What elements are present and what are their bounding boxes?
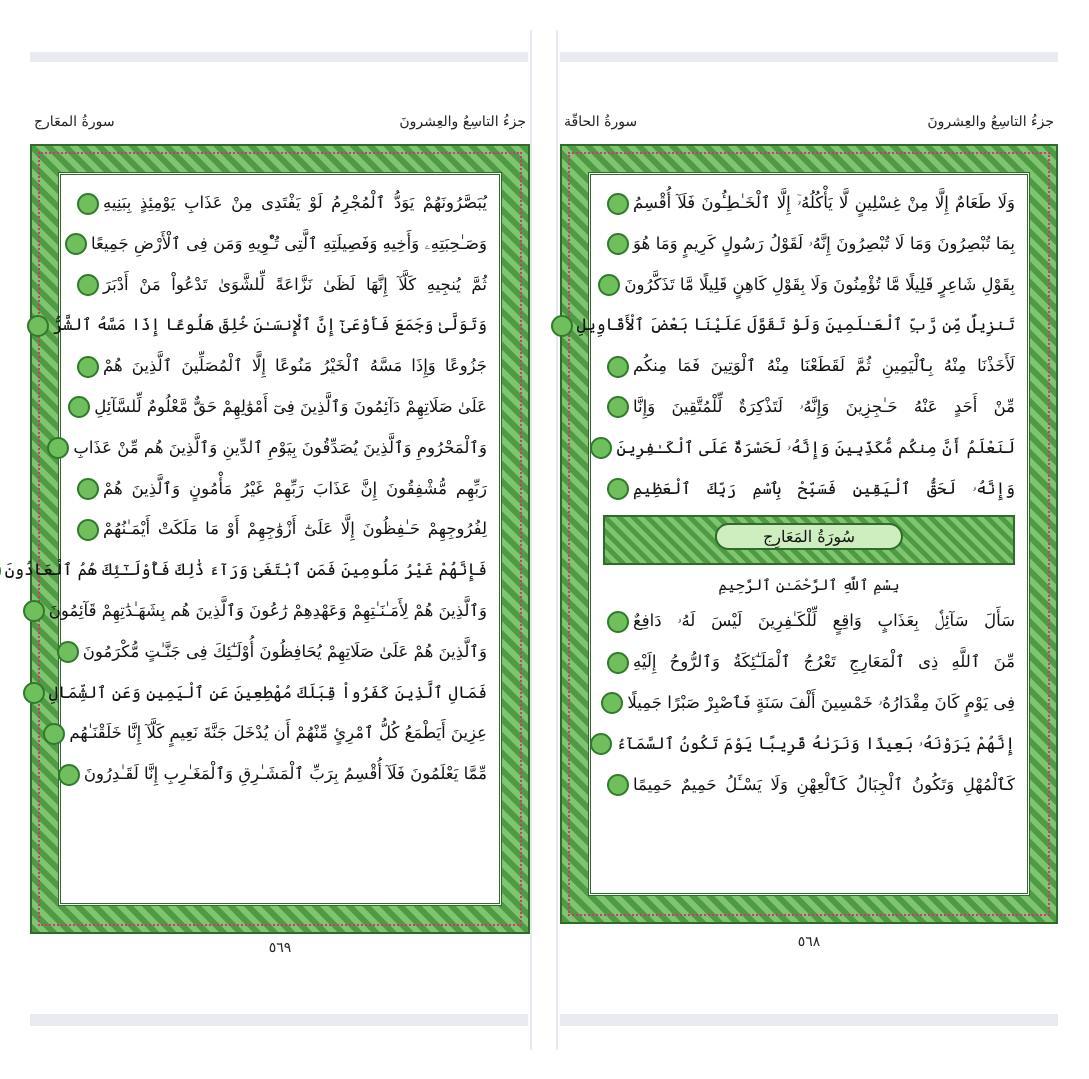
text-line: [73, 346, 487, 387]
right-page-header: [560, 112, 1058, 138]
ayah-marker-icon: [43, 723, 65, 745]
ayah-marker-icon: [47, 437, 69, 459]
text-line: [603, 183, 1015, 224]
left-text-area: [4, 172, 502, 906]
line-text: وَصَـٰحِبَتِهِۦ وَأَخِيهِ وَفَصِيلَتِهِ ٱلَّتِى تُـْٔوِيهِ وَمَن فِى ٱلْأَرْضِ جَمِيعًا: [90, 233, 487, 253]
left-ornamental-frame: [4, 144, 530, 934]
ayah-marker-icon: [77, 274, 99, 296]
ayah-marker-icon: [77, 478, 99, 500]
text-line: [48, 591, 487, 632]
text-line: [48, 673, 487, 714]
line-text: كَٱلْمُهْلِ وَتَكُونُ ٱلْجِبَالُ كَٱلْعِهْنِ وَلَا يَسْـَٔلُ حَمِيمٌ حَمِيمًا: [633, 774, 1015, 794]
left-page-top-edge: [30, 52, 528, 62]
ayah-marker-icon: [57, 641, 79, 663]
line-text: مِّمَّا يَعْلَمُونَ فَلَآ أُقْسِمُ بِرَبِّ ٱلْمَشَـٰرِقِ وَٱلْمَغَـٰرِبِ إِنَّا لَقَـٰدِرُونَ: [83, 764, 487, 784]
line-text: وَتَوَلَّىٰ وَجَمَعَ فَأَوْعَىٰٓ إِنَّ ٱلْإِنسَـٰنَ خُلِقَ هَلُوعًا إِذَا مَسَّهُ ٱلشَّرُّ: [53, 315, 487, 335]
right-page: [560, 62, 1058, 932]
line-text: بِمَا تُبْصِرُونَ وَمَا لَا تُبْصِرُونَ إِنَّهُۥ لَقَوْلُ رَسُولٍ كَرِيمٍ وَمَا هُوَ: [633, 233, 1015, 253]
text-line: [53, 305, 487, 346]
text-line: [603, 601, 1015, 642]
ayah-marker-icon: [590, 437, 612, 459]
ayah-marker-icon: [590, 733, 612, 755]
ayah-marker-icon: [68, 396, 90, 418]
ayah-marker-icon: [27, 315, 49, 337]
text-line: [73, 509, 487, 550]
ayah-marker-icon: [607, 193, 629, 215]
juz-label: جزءُ التاسِعُ والعِشرونَ: [927, 114, 1054, 130]
right-text-area: [576, 172, 1030, 896]
left-page-bottom-edge: [30, 1014, 528, 1026]
line-text: وَٱلَّذِينَ هُمْ لِأَمَـٰنَـٰتِهِمْ وَعَهْدِهِمْ رَٰعُونَ وَٱلَّذِينَ هُم بِشَهَـٰدَٰتِهِمْ قَآئِمُونَ: [48, 600, 487, 620]
text-line: [73, 632, 487, 673]
ayah-marker-icon: [551, 315, 573, 337]
line-text: إِنَّهُمْ يَرَوْنَهُۥ بَعِيدًا وَنَرَىٰهُ قَرِيبًا يَوْمَ تَكُونُ ٱلسَّمَآءُ: [616, 733, 1015, 753]
line-text: لَأَخَذْنَا مِنْهُ بِٱلْيَمِينِ ثُمَّ لَقَطَعْنَا مِنْهُ ٱلْوَتِينَ فَمَا مِنكُم: [633, 356, 1015, 376]
line-text: لِفُرُوجِهِمْ حَـٰفِظُونَ إِلَّا عَلَىٰٓ أَزْوَٰجِهِمْ أَوْ مَا مَلَكَتْ أَيْمَـٰنُهُمْ: [103, 519, 487, 539]
right-page-number: ٥٦٨: [797, 934, 821, 950]
surah-label: سورةُ الحاقّة: [564, 114, 638, 130]
ayah-marker-icon: [607, 478, 629, 500]
left-page-header: [30, 112, 530, 138]
right-page-bottom-edge: [560, 1014, 1058, 1026]
left-page-number: ٥٦٩: [268, 940, 292, 956]
ayah-marker-icon: [607, 396, 629, 418]
text-line: [576, 305, 1015, 346]
ayah-marker-icon: [0, 560, 1, 582]
ayah-marker-icon: [23, 682, 45, 704]
page-divider-right: [556, 30, 558, 1050]
right-ornamental-frame: [560, 144, 1058, 924]
line-text: رَبِّهِم مُّشْفِقُونَ إِنَّ عَذَابَ رَبِّهِمْ غَيْرُ مَأْمُونٍ وَٱلَّذِينَ هُمْ: [103, 478, 487, 498]
ayah-marker-icon: [65, 233, 87, 255]
text-line: [603, 683, 1015, 724]
text-line: [73, 754, 487, 795]
line-text: عَلَىٰ صَلَاتِهِمْ دَآئِمُونَ وَٱلَّذِينَ فِىٓ أَمْوَٰلِهِمْ حَقٌّ مَّعْلُومٌ لِّلسَّآئِلِ: [94, 396, 487, 416]
juz-label: جزءُ التاسِعُ والعِشرونَ: [399, 114, 526, 130]
line-text: وَإِنَّهُۥ لَحَقُّ ٱلْيَقِينِ فَسَبِّحْ بِٱسْمِ رَبِّكَ ٱلْعَظِيمِ: [633, 478, 1015, 498]
ayah-marker-icon: [607, 652, 629, 674]
line-text: تَنزِيلٌ مِّن رَّبِّ ٱلْعَـٰلَمِينَ وَلَوْ تَقَوَّلَ عَلَيْنَا بَعْضَ ٱلْأَقَاوِيلِ: [576, 315, 1015, 335]
left-page: [4, 62, 530, 932]
text-line: [603, 387, 1015, 428]
text-line: [603, 224, 1015, 265]
text-line: [603, 642, 1015, 683]
ayah-marker-icon: [598, 274, 620, 296]
line-text: بِقَوْلِ شَاعِرٍ قَلِيلًا مَّا تُؤْمِنُونَ وَلَا بِقَوْلِ كَاهِنٍ قَلِيلًا مَّا تَذَكَّرُونَ: [624, 274, 1015, 294]
line-text: وَٱلْمَحْرُومِ وَٱلَّذِينَ يُصَدِّقُونَ بِيَوْمِ ٱلدِّينِ وَٱلَّذِينَ هُم مِّنْ عَذَابِ: [73, 437, 487, 457]
line-text: عِزِينَ أَيَطْمَعُ كُلُّ ٱمْرِئٍ مِّنْهُمْ أَن يُدْخَلَ جَنَّةَ نَعِيمٍ كَلَّآ إِنَّا خَلَقْنَـٰهُم: [69, 723, 487, 743]
text-line: [603, 265, 1015, 306]
line-text: فَمَالِ ٱلَّذِينَ كَفَرُواْ قِبَلَكَ مُهْطِعِينَ عَنِ ٱلْيَمِينِ وَعَنِ ٱلشِّمَالِ: [48, 682, 487, 702]
page-divider-left: [530, 30, 532, 1050]
ayah-marker-icon: [607, 356, 629, 378]
line-text: وَلَا طَعَامٌ إِلَّا مِنْ غِسْلِينٍ لَّا يَأْكُلُهُۥٓ إِلَّا ٱلْخَـٰطِـُٔونَ فَلَآ أُقْسِمُ: [633, 193, 1015, 212]
line-text: جَزُوعًا وَإِذَا مَسَّهُ ٱلْخَيْرُ مَنُوعًا إِلَّا ٱلْمُصَلِّينَ ٱلَّذِينَ هُمْ: [103, 356, 487, 376]
line-text: لَنَعْلَمُ أَنَّ مِنكُم مُّكَذِّبِينَ وَإِنَّهُۥ لَحَسْرَةٌ عَلَى ٱلْكَـٰفِرِينَ: [616, 437, 1015, 457]
text-line: [73, 224, 487, 265]
ayah-marker-icon: [77, 193, 99, 215]
ayah-marker-icon: [607, 611, 629, 633]
ayah-marker-icon: [601, 692, 623, 714]
ayah-marker-icon: [607, 233, 629, 255]
text-line: [603, 428, 1015, 469]
line-text: سَأَلَ سَآئِلٌۢ بِعَذَابٍ وَاقِعٍ لِّلْكَـٰفِرِينَ لَيْسَ لَهُۥ دَافِعٌ: [633, 611, 1015, 631]
right-page-top-edge: [560, 52, 1058, 62]
ayah-marker-icon: [58, 764, 80, 786]
surah-title: سُورَةُ المَعَارِج: [715, 523, 903, 550]
line-text: وَٱلَّذِينَ هُمْ عَلَىٰ صَلَاتِهِمْ يُحَافِظُونَ أُوْلَـٰٓئِكَ فِى جَنَّـٰتٍ مُّكْرَمُونَ: [82, 641, 487, 661]
ayah-marker-icon: [607, 774, 629, 796]
text-line: [4, 550, 487, 591]
ayah-marker-icon: [77, 519, 99, 541]
text-line: [69, 713, 487, 754]
text-line: [73, 183, 487, 224]
line-text: ثُمَّ يُنجِيهِ كَلَّآ إِنَّهَا لَظَىٰ نَزَّاعَةً لِّلشَّوَىٰ تَدْعُواْ مَنْ أَدْبَرَ: [103, 274, 487, 294]
line-text: فَإِنَّهُمْ غَيْرُ مَلُومِينَ فَمَنِ ٱبْتَغَىٰ وَرَآءَ ذَٰلِكَ فَأُوْلَـٰٓئِكَ هُمُ ٱلْعَادُونَ: [4, 560, 487, 580]
line-text: مِّنَ ٱللَّهِ ذِى ٱلْمَعَارِجِ تَعْرُجُ ٱلْمَلَـٰٓئِكَةُ وَٱلرُّوحُ إِلَيْهِ: [633, 652, 1015, 672]
text-line: [603, 724, 1015, 765]
line-text: يُبَصَّرُونَهُمْ يَوَدُّ ٱلْمُجْرِمُ لَوْ يَفْتَدِى مِنْ عَذَابِ يَوْمِئِذٍ بِبَنِيهِ: [103, 193, 487, 212]
basmala: بِسْمِ ٱللَّهِ ٱلرَّحْمَـٰنِ ٱلرَّحِيمِ: [718, 576, 900, 595]
ayah-marker-icon: [23, 600, 45, 622]
surah-title-banner: [603, 515, 1015, 565]
ayah-marker-icon: [77, 356, 99, 378]
line-text: مِّنْ أَحَدٍ عَنْهُ حَـٰجِزِينَ وَإِنَّهُۥ لَتَذْكِرَةٌ لِّلْمُتَّقِينَ وَإِنَّا: [633, 396, 1015, 416]
text-line: [73, 469, 487, 510]
text-line: [73, 265, 487, 306]
text-line: [603, 346, 1015, 387]
text-line: [603, 765, 1015, 806]
line-text: فِى يَوْمٍ كَانَ مِقْدَارُهُۥ خَمْسِينَ أَلْفَ سَنَةٍ فَٱصْبِرْ صَبْرًا جَمِيلًا: [627, 692, 1015, 712]
text-line: [603, 469, 1015, 510]
text-line: [73, 387, 487, 428]
surah-label: سورةُ المعَارج: [34, 114, 115, 130]
text-line: [73, 428, 487, 469]
